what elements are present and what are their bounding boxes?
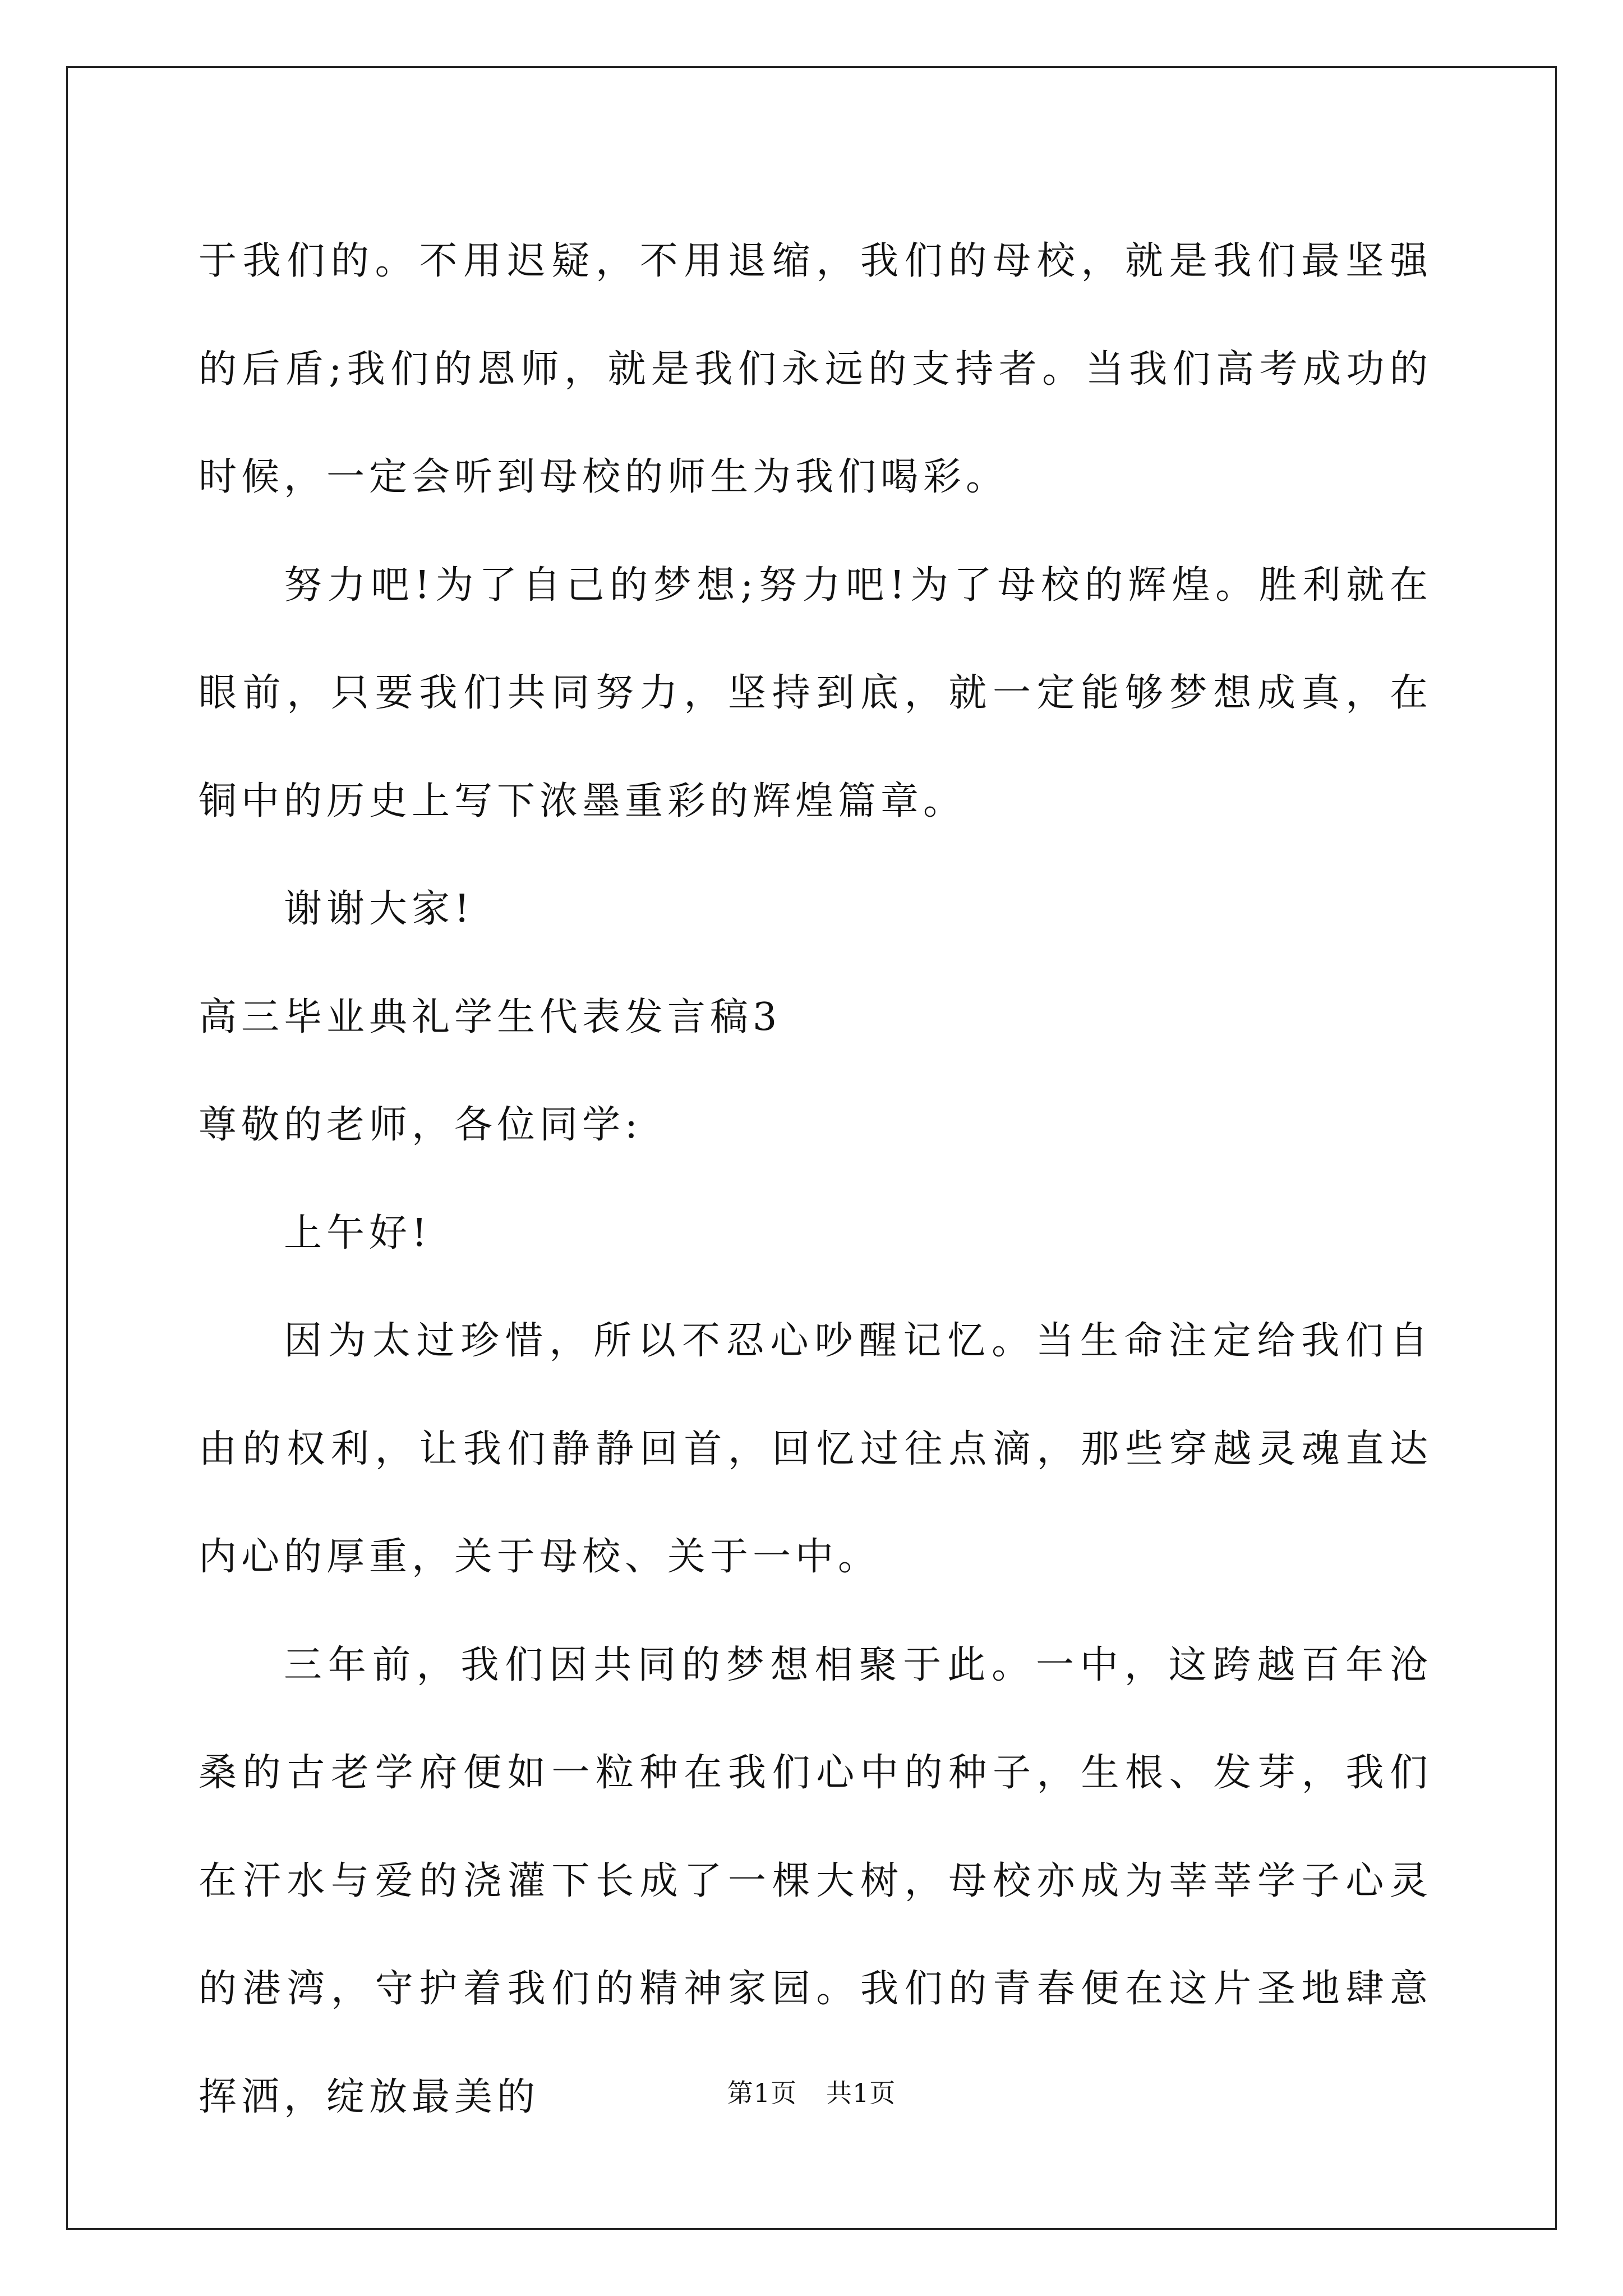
salutation: 尊敬的老师，各位同学:: [199, 1103, 642, 1147]
page-number: 第1页: [727, 2078, 797, 2108]
paragraph-encouragement: 努力吧!为了自己的梦想;努力吧!为了母校的辉煌。胜利就在眼前，只要我们共同努力，坚持到底，就一定能够梦想成真，在铜中的历史上写下浓墨重彩的辉煌篇章。: [199, 563, 1432, 823]
section-title: 高三毕业典礼学生代表发言稿3: [199, 995, 782, 1039]
page-total: 共1页: [826, 2078, 896, 2108]
document-body: [199, 208, 1432, 2151]
greeting: 上午好!: [284, 1211, 432, 1255]
paragraph-thanks: 谢谢大家!: [284, 887, 474, 931]
paragraph-memory: 因为太过珍惜，所以不忍心吵醒记忆。当生命注定给我们自由的权利，让我们静静回首，回忆过往点滴，那些穿越灵魂直达内心的厚重，关于母校、关于一中。: [199, 1319, 1432, 1579]
page-footer: [0, 2073, 1623, 2110]
paragraph-three-years: 三年前，我们因共同的梦想相聚于此。一中，这跨越百年沧桑的古老学府便如一粒种在我们心中的种子，生根、发芽，我们在汗水与爱的浇灌下长成了一棵大树，母校亦成为莘莘学子心灵的港湾，守护着我们的精神家园。我们的青春便在这片圣地肆意挥洒，绽放最美的: [199, 1642, 1432, 2119]
paragraph-continuation: 于我们的。不用迟疑，不用退缩，我们的母校，就是我们最坚强的后盾;我们的恩师，就是我们永远的支持者。当我们高考成功的时候，一定会听到母校的师生为我们喝彩。: [199, 239, 1432, 499]
